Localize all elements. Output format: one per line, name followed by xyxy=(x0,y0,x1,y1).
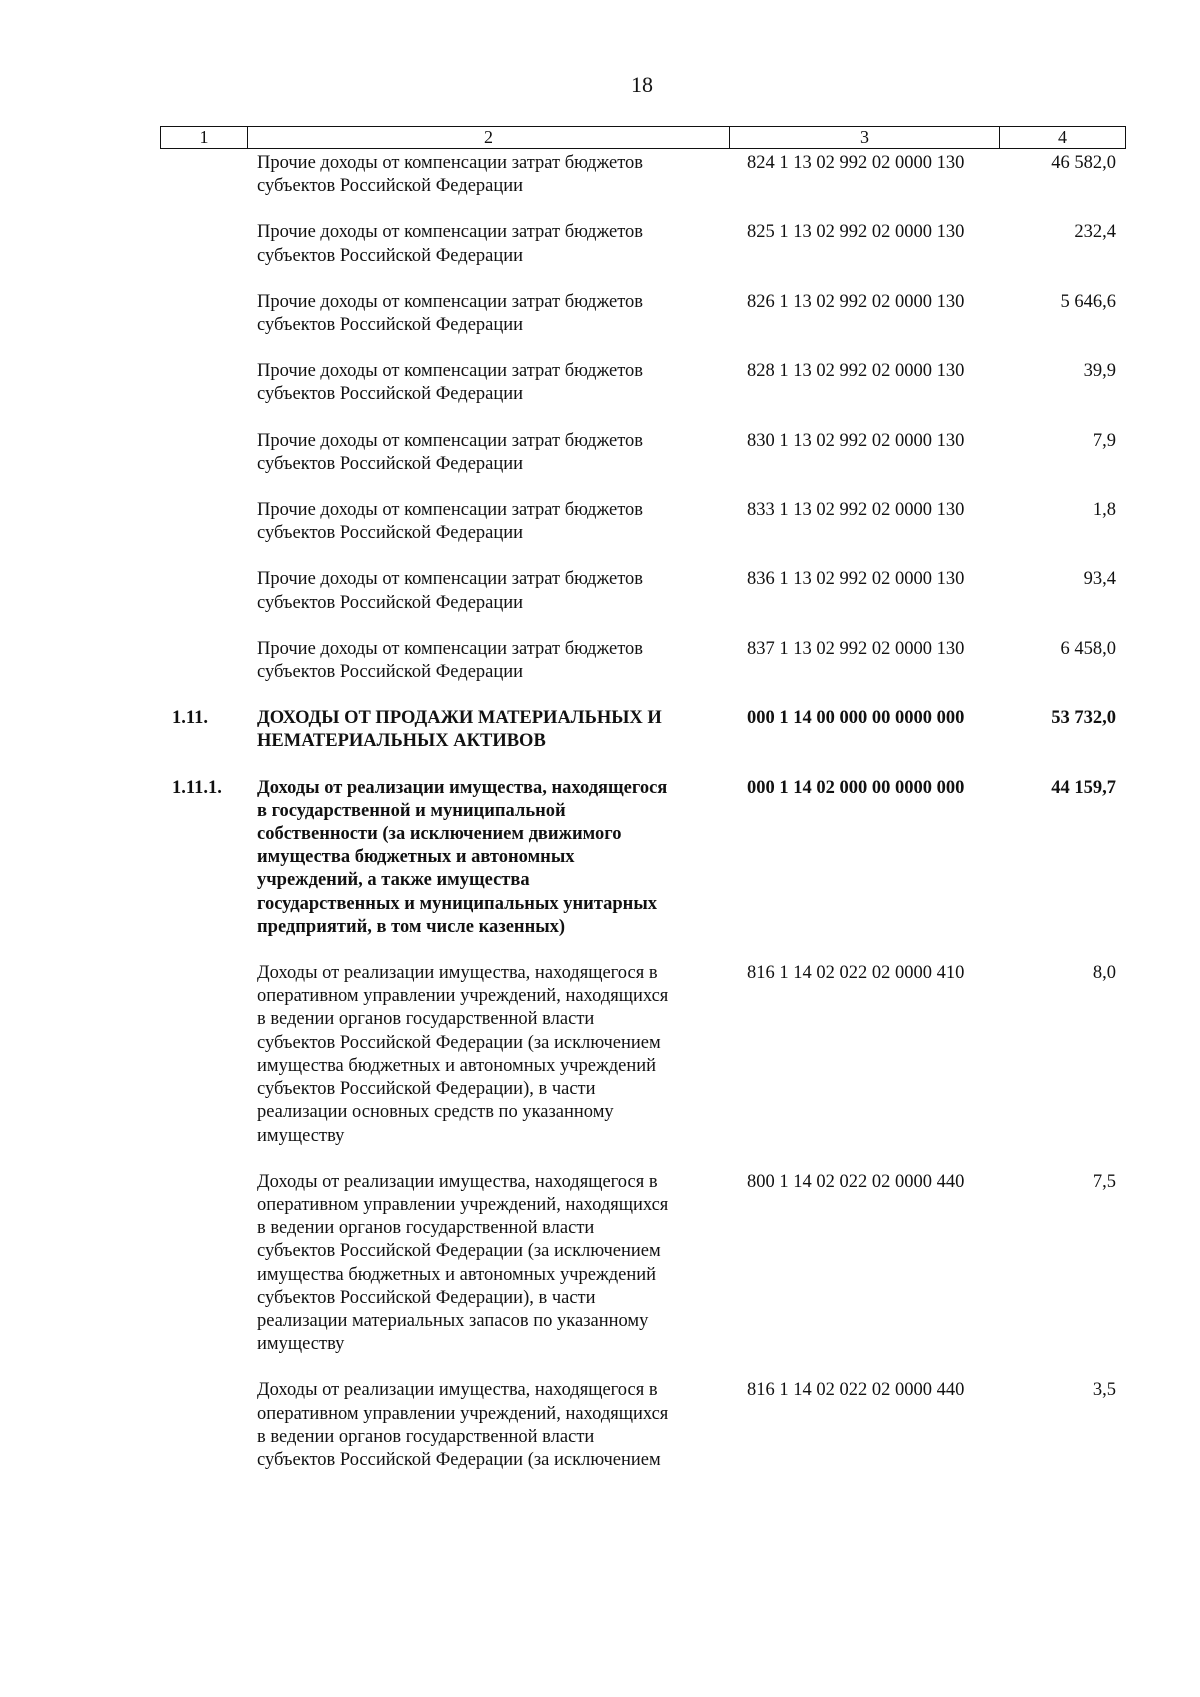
row-code: 824 1 13 02 992 02 0000 130 xyxy=(747,153,965,173)
row-name xyxy=(247,430,729,476)
row-amount: 3,5 xyxy=(1092,1380,1116,1401)
row-code: 837 1 13 02 992 02 0000 130 xyxy=(747,638,965,659)
row-amount: 53 732,0 xyxy=(1051,708,1116,729)
row-name-line: субъектов Российской Федерации (за исключением xyxy=(257,1032,661,1053)
column-header-4: 4 xyxy=(1058,127,1067,147)
table-row xyxy=(160,221,1126,267)
row-number xyxy=(160,1379,247,1472)
row-code: 816 1 14 02 022 02 0000 440 xyxy=(747,1380,965,1401)
row-name-line: субъектов Российской Федерации), в части xyxy=(257,1079,596,1100)
row-name xyxy=(247,221,729,267)
row-name-line: Прочие доходы от компенсации затрат бюджетов xyxy=(257,291,644,312)
row-code: 836 1 13 02 992 02 0000 130 xyxy=(747,569,965,590)
row-number xyxy=(160,221,247,267)
row-number xyxy=(160,152,247,198)
row-name xyxy=(247,707,729,753)
row-amount: 5 646,6 xyxy=(1060,291,1116,312)
row-name-line: субъектов Российской Федерации xyxy=(257,245,524,266)
row-name-line: предприятий, в том числе казенных) xyxy=(257,916,566,937)
table-header-row xyxy=(160,126,1126,149)
row-number xyxy=(160,568,247,614)
row-name-line: в ведении органов государственной власти xyxy=(257,1009,595,1030)
row-number: 1.11. xyxy=(172,708,208,729)
row-amount: 8,0 xyxy=(1092,963,1116,984)
row-amount: 232,4 xyxy=(1074,222,1116,243)
row-name-line: Прочие доходы от компенсации затрат бюджетов xyxy=(257,500,644,521)
row-name-line: Доходы от реализации имущества, находящегося в xyxy=(257,1380,658,1401)
row-name-line: имуществу xyxy=(257,1334,345,1355)
row-name-line: ДОХОДЫ ОТ ПРОДАЖИ МАТЕРИАЛЬНЫХ И xyxy=(257,708,662,729)
row-name xyxy=(247,1171,729,1357)
row-name-line: имущества бюджетных и автономных xyxy=(257,847,575,868)
row-amount: 39,9 xyxy=(1083,361,1116,382)
row-name-line: субъектов Российской Федерации xyxy=(257,453,524,474)
table-row xyxy=(160,777,1126,939)
row-name xyxy=(247,777,729,939)
table-row xyxy=(160,291,1126,337)
row-name-line: Доходы от реализации имущества, находящегося в xyxy=(257,1171,658,1192)
table-row xyxy=(160,962,1126,1148)
row-name-line: субъектов Российской Федерации (за исключением xyxy=(257,1241,661,1262)
row-code: 826 1 13 02 992 02 0000 130 xyxy=(747,291,965,312)
row-name-line: Доходы от реализации имущества, находящегося xyxy=(257,777,668,798)
row-number: 1.11.1. xyxy=(172,777,222,798)
row-name xyxy=(247,1379,729,1472)
table-row xyxy=(160,152,1126,198)
row-amount: 46 582,0 xyxy=(1051,153,1116,173)
column-header-3: 3 xyxy=(730,127,1000,148)
row-name-line: собственности (за исключением движимого xyxy=(257,824,622,845)
row-name-line: субъектов Российской Федерации), в части xyxy=(257,1287,596,1308)
row-code: 000 1 14 00 000 00 0000 000 xyxy=(747,708,965,729)
row-name-line: субъектов Российской Федерации xyxy=(257,592,524,613)
row-name-line: субъектов Российской Федерации (за исключением xyxy=(257,1449,661,1470)
row-amount: 7,5 xyxy=(1092,1171,1116,1192)
row-code: 000 1 14 02 000 00 0000 000 xyxy=(747,777,965,798)
row-name-line: субъектов Российской Федерации xyxy=(257,384,524,405)
row-name-line: государственных и муниципальных унитарных xyxy=(257,893,658,914)
row-name-line: субъектов Российской Федерации xyxy=(257,662,524,683)
row-amount: 44 159,7 xyxy=(1051,777,1116,798)
row-code: 833 1 13 02 992 02 0000 130 xyxy=(747,500,965,521)
row-code: 828 1 13 02 992 02 0000 130 xyxy=(747,361,965,382)
column-header-1: 1 xyxy=(161,127,248,148)
row-name-line: имущества бюджетных и автономных учреждений xyxy=(257,1264,657,1285)
row-name xyxy=(247,152,729,198)
row-name-line: в государственной и муниципальной xyxy=(257,800,566,821)
row-name-line: имуществу xyxy=(257,1125,345,1146)
row-code: 830 1 13 02 992 02 0000 130 xyxy=(747,430,965,451)
row-name-line: оперативном управлении учреждений, находящихся xyxy=(257,1194,669,1215)
page-number: 18 xyxy=(631,72,653,97)
row-name-line: Прочие доходы от компенсации затрат бюджетов xyxy=(257,153,644,173)
row-name-line: Доходы от реализации имущества, находящегося в xyxy=(257,963,658,984)
table-row xyxy=(160,707,1126,753)
row-name-line: Прочие доходы от компенсации затрат бюджетов xyxy=(257,638,644,659)
row-name-line: субъектов Российской Федерации xyxy=(257,315,524,336)
row-name-line: субъектов Российской Федерации xyxy=(257,176,524,197)
row-number xyxy=(160,1171,247,1357)
row-name xyxy=(247,499,729,545)
row-code: 800 1 14 02 022 02 0000 440 xyxy=(747,1171,965,1192)
row-amount: 93,4 xyxy=(1083,569,1116,590)
row-name xyxy=(247,962,729,1148)
row-name xyxy=(247,291,729,337)
row-name-line: оперативном управлении учреждений, находящихся xyxy=(257,986,669,1007)
row-name-line: Прочие доходы от компенсации затрат бюджетов xyxy=(257,361,644,382)
row-amount: 6 458,0 xyxy=(1060,638,1116,659)
row-name xyxy=(247,568,729,614)
row-name-line: субъектов Российской Федерации xyxy=(257,523,524,544)
table-row xyxy=(160,1171,1126,1357)
row-name-line: НЕМАТЕРИАЛЬНЫХ АКТИВОВ xyxy=(257,731,546,752)
table-body xyxy=(160,152,1126,1472)
row-name xyxy=(247,360,729,406)
row-name-line: в ведении органов государственной власти xyxy=(257,1426,595,1447)
row-name-line: Прочие доходы от компенсации затрат бюджетов xyxy=(257,222,644,243)
table-row xyxy=(160,1379,1126,1472)
table-row xyxy=(160,638,1126,684)
row-code: 816 1 14 02 022 02 0000 410 xyxy=(747,963,965,984)
row-name-line: Прочие доходы от компенсации затрат бюджетов xyxy=(257,430,644,451)
row-name-line: учреждений, а также имущества xyxy=(257,870,530,891)
row-name-line: в ведении органов государственной власти xyxy=(257,1218,595,1239)
row-name-line: реализации основных средств по указанному xyxy=(257,1102,614,1123)
row-amount: 7,9 xyxy=(1092,430,1116,451)
row-number xyxy=(160,430,247,476)
row-name-line: имущества бюджетных и автономных учреждений xyxy=(257,1055,657,1076)
row-number xyxy=(160,962,247,1148)
table-row xyxy=(160,430,1126,476)
row-number xyxy=(160,360,247,406)
row-amount: 1,8 xyxy=(1092,500,1116,521)
row-code: 825 1 13 02 992 02 0000 130 xyxy=(747,222,965,243)
table-row xyxy=(160,499,1126,545)
row-name-line: реализации материальных запасов по указанному xyxy=(257,1310,649,1331)
row-number xyxy=(160,291,247,337)
table-row xyxy=(160,360,1126,406)
row-number xyxy=(160,499,247,545)
row-name-line: оперативном управлении учреждений, находящихся xyxy=(257,1403,669,1424)
row-number xyxy=(160,638,247,684)
row-name xyxy=(247,638,729,684)
row-name-line: Прочие доходы от компенсации затрат бюджетов xyxy=(257,569,644,590)
column-header-2: 2 xyxy=(248,127,730,148)
table-row xyxy=(160,568,1126,614)
